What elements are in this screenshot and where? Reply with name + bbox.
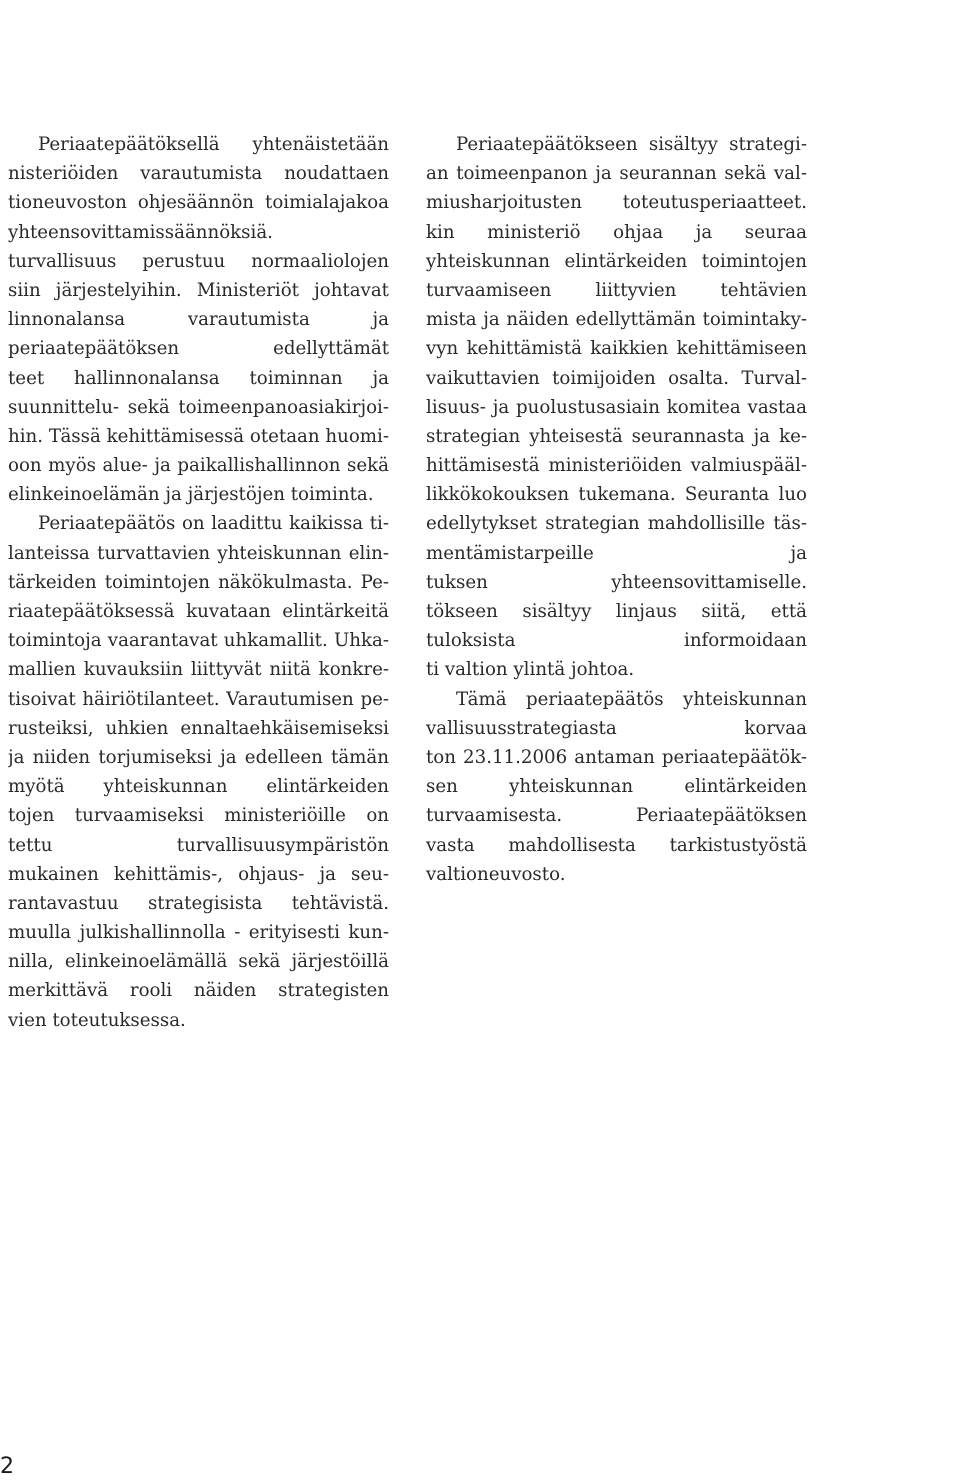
text-line: tuloksista informoidaan — [426, 630, 807, 652]
text-line: lanteissa turvattavien yhteiskunnan elin- — [8, 542, 389, 564]
text-line: turvaamiseen liittyvien tehtävien — [426, 279, 807, 301]
text-line: Periaatepäätöksellä yhtenäistetään — [38, 134, 389, 155]
text-line: tisoivat häiriötilanteet. Varautumisen pe- — [8, 688, 389, 710]
text-line: suunnittelu- sekä toimeenpanoasiakirjoi- — [8, 396, 389, 418]
text-line: linnonalansa varautumista ja — [8, 309, 389, 331]
text-line: turvallisuus perustuu normaaliolojen — [8, 250, 389, 272]
text-line: ja niiden torjumiseksi ja edelleen tämän — [8, 746, 389, 768]
text-line: tojen turvaamiseksi ministeriöille on — [8, 805, 389, 827]
text-line: Periaatepäätös on laadittu kaikissa ti- — [38, 513, 389, 535]
text-line: sen yhteiskunnan elintärkeiden — [426, 776, 807, 798]
text-line: nisteriöiden varautumista noudattaen — [8, 163, 389, 185]
text-line: ti valtion ylintä johtoa. — [426, 659, 635, 681]
text-line: an toimeenpanon ja seurannan sekä val- — [426, 163, 807, 185]
text-line: periaatepäätöksen edellyttämät — [8, 338, 389, 360]
text-line: merkittävä rooli näiden strategisten — [8, 980, 389, 1002]
text-line: hittämisestä ministeriöiden valmiuspääl- — [426, 455, 807, 477]
left-text-column — [8, 130, 389, 1035]
page-number: 2 — [0, 1454, 14, 1479]
text-line: hin. Tässä kehittämisessä otetaan huomi- — [8, 425, 389, 447]
text-line: vallisuusstrategiasta korvaa — [426, 717, 807, 739]
text-line: likkökokouksen tukemana. Seuranta luo — [426, 484, 807, 506]
text-line: vyn kehittämistä kaikkien kehittämiseen — [426, 338, 807, 360]
text-line: miusharjoitusten toteutusperiaatteet. — [426, 192, 807, 214]
text-line: tökseen sisältyy linjaus siitä, että — [426, 601, 807, 622]
text-line: rantavastuu strategisista tehtävistä. — [8, 892, 389, 914]
text-line: mista ja näiden edellyttämän toimintaky- — [426, 309, 807, 331]
text-line: Tämä periaatepäätös yhteiskunnan — [456, 688, 807, 710]
text-line: elinkeinoelämän ja järjestöjen toiminta. — [8, 484, 374, 506]
text-line: tettu turvallisuusympäristön — [8, 834, 389, 856]
text-line: strategian yhteisestä seurannasta ja ke- — [426, 425, 807, 447]
text-line: turvaamisesta. Periaatepäätöksen — [426, 805, 807, 827]
text-line: yhteensovittamissäännöksiä. — [8, 221, 273, 243]
text-line: ton 23.11.2006 antaman periaatepäätök- — [426, 746, 807, 768]
text-line: riaatepäätöksessä kuvataan elintärkeitä — [8, 601, 389, 622]
text-line: rusteiksi, uhkien ennaltaehkäisemiseksi — [8, 717, 389, 739]
text-line: mentämistarpeille ja — [426, 542, 807, 564]
text-line: vien toteutuksessa. — [8, 1009, 186, 1031]
text-line: valtioneuvosto. — [426, 863, 566, 885]
text-line: tärkeiden toimintojen näkökulmasta. Pe- — [8, 571, 389, 593]
text-line: nilla, elinkeinoelämällä sekä järjestöillä — [8, 951, 389, 973]
text-line: tuksen yhteensovittamiselle. — [426, 571, 807, 593]
text-line: yhteiskunnan elintärkeiden toimintojen — [426, 250, 807, 272]
text-line: vasta mahdollisesta tarkistustyöstä — [426, 834, 807, 856]
text-line: edellytykset strategian mahdollisille täs- — [426, 513, 807, 535]
text-line: muulla julkishallinnolla - erityisesti kun- — [8, 922, 389, 944]
text-line: kin ministeriö ohjaa ja seuraa — [426, 221, 807, 243]
text-line: vaikuttavien toimijoiden osalta. Turval- — [426, 367, 807, 389]
text-line: toimintoja vaarantavat uhkamallit. Uhka- — [8, 630, 389, 652]
text-line: siin järjestelyihin. Ministeriöt johtavat — [8, 279, 389, 301]
text-line: mallien kuvauksiin liittyvät niitä konkre- — [8, 659, 389, 681]
text-line: mukainen kehittämis-, ohjaus- ja seu- — [8, 863, 389, 885]
text-line: Periaatepäätökseen sisältyy strategi- — [456, 134, 807, 155]
text-line: oon myös alue- ja paikallishallinnon sekä — [8, 455, 389, 477]
text-line: lisuus- ja puolustusasiain komitea vastaa — [426, 396, 807, 418]
text-line: myötä yhteiskunnan elintärkeiden — [8, 776, 389, 798]
text-line: teet hallinnonalansa toiminnan ja — [8, 367, 389, 389]
text-line: tioneuvoston ohjesäännön toimialajakoa — [8, 192, 389, 214]
right-text-column — [426, 130, 807, 889]
